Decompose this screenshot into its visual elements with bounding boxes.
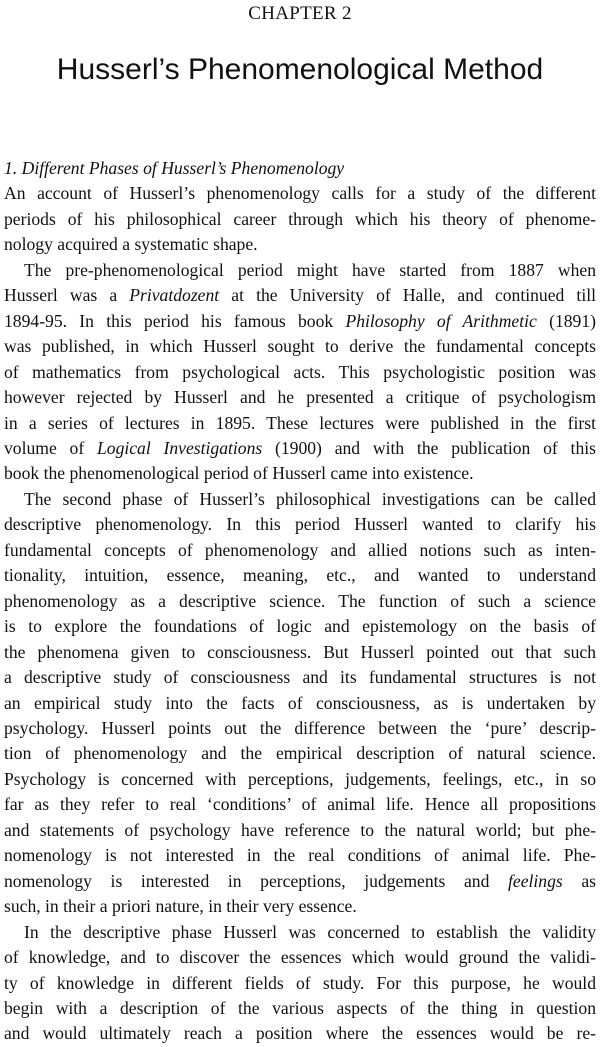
text-line: An account of Husserl’s phenomenology calls for a study of the different — [4, 183, 596, 204]
text-line: of knowledge, and to discover the essences which would ground the validi- — [4, 947, 596, 968]
text-line: an empirical study into the facts of consciousness, as is undertaken by — [4, 692, 596, 713]
text-line: the phenomena given to consciousness. But Husserl pointed out that such — [4, 641, 596, 662]
text-line: psychology. Husserl points out the difference between the ‘pure’ descrip- — [4, 717, 596, 738]
text-line: begin with a description of the various aspects of the thing in question — [4, 997, 596, 1018]
text-line: ty of knowledge in different fields of study. For this purpose, he would — [4, 972, 596, 993]
text-line: 1894-95. In this period his famous book Philosophy of Arithmetic (1891) — [4, 310, 596, 331]
text-line: The pre-phenomenological period might have started from 1887 when — [24, 259, 596, 280]
text-line: Psychology is concerned with perceptions, judgements, feelings, etc., in so — [4, 768, 596, 789]
text-line: The second phase of Husserl’s philosophical investigations can be called — [24, 488, 596, 509]
text-line: however rejected by Husserl and he presented a critique of psychologism — [4, 387, 596, 408]
text-line: nology acquired a systematic shape. — [4, 234, 258, 255]
text-line: in a series of lectures in 1895. These lectures were published in the first — [4, 412, 596, 433]
text-line: book the phenomenological period of Husserl came into existence. — [4, 463, 474, 484]
text-line: tionality, intuition, essence, meaning, etc., and wanted to understand — [4, 565, 596, 586]
text-line: nomenology is not interested in the real conditions of animal life. Phe- — [4, 845, 596, 866]
paragraph — [4, 487, 596, 920]
text-line: In the descriptive phase Husserl was concerned to establish the validity — [24, 921, 596, 942]
text-line: phenomenology as a descriptive science. The function of such a science — [4, 590, 596, 611]
paragraphs — [4, 181, 596, 1046]
text-line: periods of his philosophical career through which his theory of phenome- — [4, 208, 596, 229]
text-line: of mathematics from psychological acts. This psychologistic position was — [4, 361, 596, 382]
body-text — [4, 156, 596, 1047]
text-line: is to explore the foundations of logic and epistemology on the basis of — [4, 616, 596, 637]
text-line: far as they refer to real ‘conditions’ of animal life. Hence all propositions — [4, 794, 596, 815]
section-heading — [4, 156, 596, 181]
paragraph — [4, 258, 596, 487]
text-line: Husserl was a Privatdozent at the University of Halle, and continued till — [4, 285, 596, 306]
text-line: and would ultimately reach a position where the essences would be re- — [4, 1023, 596, 1044]
section-number: 1. — [4, 158, 18, 178]
text-line: such, in their a priori nature, in their very essence. — [4, 896, 357, 917]
text-line: a descriptive study of consciousness and its fundamental structures is not — [4, 667, 596, 688]
section-title: Different Phases of Husserl’s Phenomenology — [21, 158, 345, 178]
chapter-label: CHAPTER 2 — [248, 3, 352, 24]
text-line: fundamental concepts of phenomenology and allied notions such as inten- — [4, 539, 596, 560]
text-line: volume of Logical Investigations (1900) and with the publication of this — [4, 437, 596, 458]
text-line: nomenology is interested in perceptions, judgements and feelings as — [4, 870, 596, 891]
paragraph — [4, 181, 596, 257]
text-line: descriptive phenomenology. In this period Husserl wanted to clarify his — [4, 514, 596, 535]
text-line: tion of phenomenology and the empirical description of natural science. — [4, 743, 596, 764]
text-line: and statements of psychology have reference to the natural world; but phe- — [4, 819, 596, 840]
chapter-title: Husserl’s Phenomenological Method — [56, 53, 544, 86]
text-line: was published, in which Husserl sought to derive the fundamental concepts — [4, 336, 596, 357]
paragraph — [4, 920, 596, 1047]
